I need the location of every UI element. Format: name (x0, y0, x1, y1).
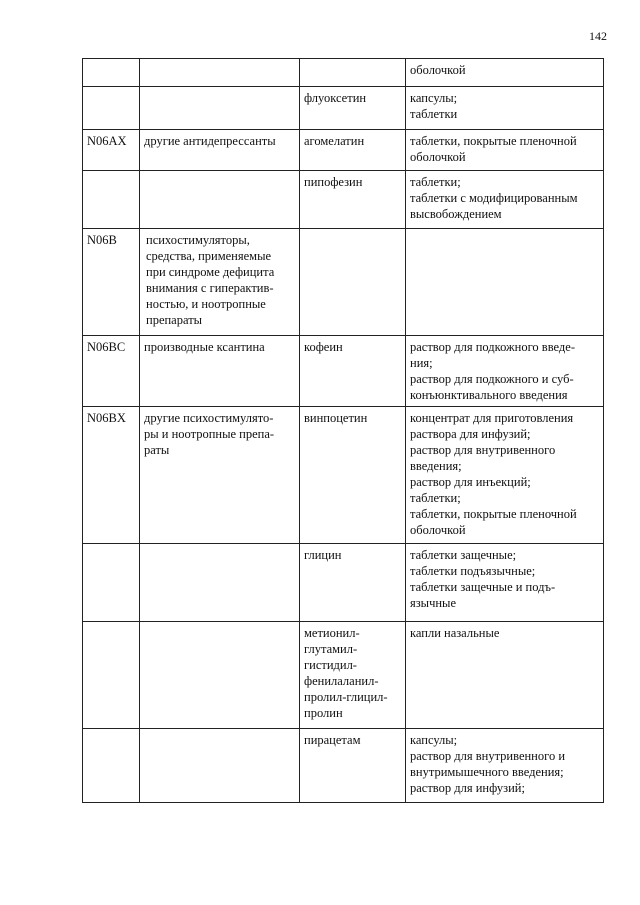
drug-name-cell (300, 229, 406, 336)
dosage-form-cell: капсулы; раствор для внутривенного и внутримышечного введения; раствор для инфузий; (406, 729, 604, 803)
table-row (83, 729, 604, 803)
drug-name-cell: агомелатин (300, 130, 406, 171)
page-number: 142 (589, 29, 607, 43)
atc-code-cell: N06AX (83, 130, 140, 171)
drug-name-cell: пипофезин (300, 171, 406, 229)
drug-name-cell: метионил- глутамил- гистидил- фенилаланил- пролил-глицил- пролин (300, 622, 406, 729)
drug-name-cell: винпоцетин (300, 407, 406, 544)
table-row (83, 171, 604, 229)
atc-code-cell: N06BX (83, 407, 140, 544)
drug-name-cell: пирацетам (300, 729, 406, 803)
atc-code-cell (83, 59, 140, 87)
table-row (83, 59, 604, 87)
dosage-form-cell: раствор для подкожного введе- ния; раствор для подкожного и суб- конъюнктивального введения (406, 336, 604, 407)
table-row (83, 544, 604, 622)
group-name-cell: производные ксантина (140, 336, 300, 407)
table-row (83, 336, 604, 407)
table-row (83, 130, 604, 171)
dosage-form-cell: капли назальные (406, 622, 604, 729)
drug-name-cell (300, 59, 406, 87)
group-name-cell (140, 171, 300, 229)
dosage-form-cell: оболочкой (406, 59, 604, 87)
group-name-cell (140, 59, 300, 87)
atc-code-cell (83, 171, 140, 229)
group-name-cell (140, 87, 300, 130)
group-name-cell (140, 729, 300, 803)
dosage-form-cell: таблетки; таблетки с модифицированным высвобождением (406, 171, 604, 229)
group-name-cell (140, 622, 300, 729)
group-name-cell: психостимуляторы, средства, применяемые при синдроме дефицита внимания с гиперактив- ностью, и ноотропные препараты (140, 229, 300, 336)
group-name-cell (140, 544, 300, 622)
dosage-form-cell: концентрат для приготовления раствора для инфузий; раствор для внутривенного введения; раствор для инъекций; таблетки; таблетки, покрытые пленочной оболочкой (406, 407, 604, 544)
drug-table (82, 58, 604, 803)
dosage-form-cell: таблетки, покрытые пленочной оболочкой (406, 130, 604, 171)
atc-code-cell: N06BC (83, 336, 140, 407)
drug-name-cell: флуоксетин (300, 87, 406, 130)
atc-code-cell (83, 87, 140, 130)
table-row (83, 229, 604, 336)
dosage-form-cell: капсулы; таблетки (406, 87, 604, 130)
atc-code-cell (83, 729, 140, 803)
atc-code-cell (83, 622, 140, 729)
table-row (83, 407, 604, 544)
table-row (83, 622, 604, 729)
table-row (83, 87, 604, 130)
group-name-cell: другие антидепрессанты (140, 130, 300, 171)
drug-name-cell: кофеин (300, 336, 406, 407)
dosage-form-cell: таблетки защечные; таблетки подъязычные; таблетки защечные и подъ- язычные (406, 544, 604, 622)
dosage-form-cell (406, 229, 604, 336)
group-name-cell: другие психостимулято- ры и ноотропные препа- раты (140, 407, 300, 544)
atc-code-cell (83, 544, 140, 622)
atc-code-cell: N06B (83, 229, 140, 336)
drug-name-cell: глицин (300, 544, 406, 622)
